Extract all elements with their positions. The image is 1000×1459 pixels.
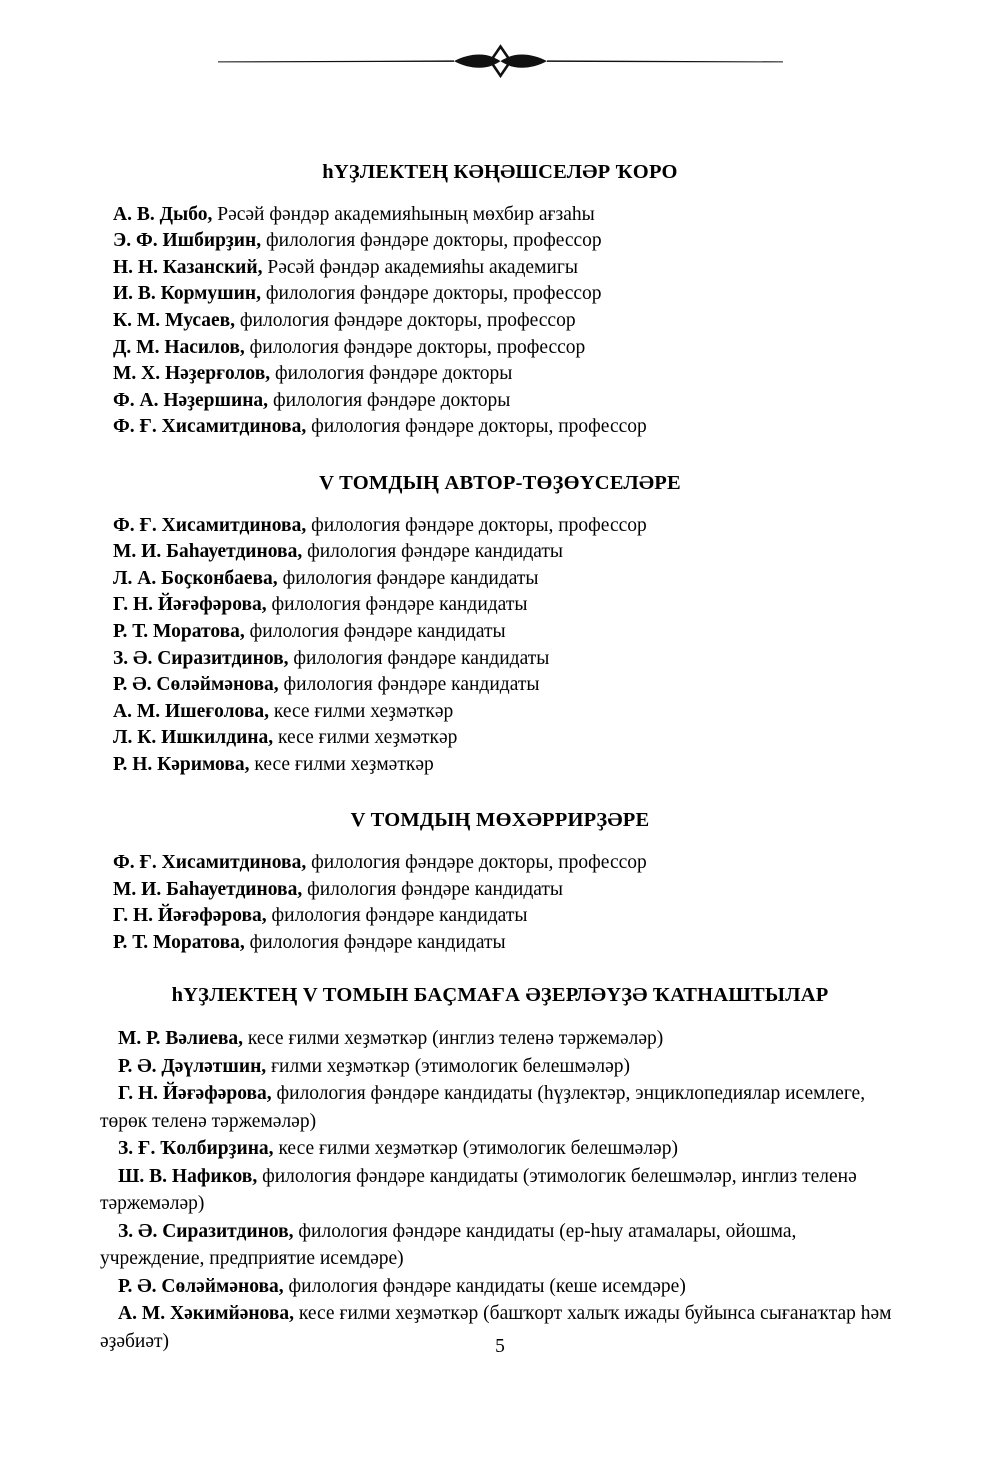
list-item [100, 646, 900, 673]
list-item [100, 592, 900, 619]
list-item [100, 930, 900, 957]
person-name: Э. Ф. Ишбирҙин, [113, 230, 262, 252]
list-item [100, 539, 900, 566]
person-name: Ф. А. Нәҙершина, [113, 389, 269, 411]
person-name: Г. Н. Йәғәфәрова, [118, 1083, 272, 1105]
list-item [100, 308, 900, 335]
list-item [100, 752, 900, 779]
person-title: филология фәндәре кандидаты [266, 594, 528, 616]
person-name: М. И. Баһауетдинова, [113, 541, 303, 563]
person-name: Л. К. Ишкилдина, [113, 727, 274, 749]
person-title: филология фәндәре докторы, профессор [306, 514, 647, 536]
list-item [100, 513, 900, 540]
list-item [100, 877, 900, 904]
list-item [100, 255, 900, 282]
list-item [100, 202, 900, 229]
person-title: филология фәндәре докторы, профессор [260, 283, 602, 305]
person-name: К. М. Мусаев, [113, 309, 236, 331]
volume-authors-list [100, 513, 900, 779]
person-name: Н. Н. Казанский, [113, 256, 263, 278]
person-name: Г. Н. Йәғәфәрова, [113, 594, 267, 616]
list-item [100, 1025, 900, 1053]
section-contributors [100, 983, 900, 1355]
list-item [100, 281, 900, 308]
list-item [100, 903, 900, 930]
list-item [100, 699, 900, 726]
list-item [100, 850, 900, 877]
list-item [100, 725, 900, 752]
person-name: А. М. Ишеғолова, [113, 700, 269, 722]
person-title: филология фәндәре кандидаты [278, 674, 540, 696]
section-volume-authors [100, 471, 900, 779]
section-title: V ТОМДЫҢ МӨХӘРРИРҘӘРЕ [350, 809, 650, 832]
list-item [100, 388, 900, 415]
person-name: Р. Ә. Сөләймәнова, [113, 674, 279, 696]
person-title: филология фәндәре кандидаты [244, 931, 506, 953]
diamond-rule-ornament [218, 44, 783, 78]
person-title: кесе ғилми хеҙмәткәр [268, 700, 454, 722]
advisory-board-list [100, 202, 900, 441]
person-title: филология фәндәре кандидаты (кеше исемдәре) [283, 1275, 686, 1297]
person-title: ғилми хеҙмәткәр (этимологик белешмәләр) [266, 1055, 631, 1077]
person-name: Р. Т. Моратова, [113, 931, 245, 953]
list-item [100, 414, 900, 441]
person-title: филология фәндәре докторы, профессор [235, 309, 576, 331]
list-item [100, 1273, 900, 1301]
person-name: Ф. Ғ. Хисамитдинова, [113, 852, 307, 874]
person-title: Рәсәй фәндәр академияһы академигы [262, 256, 578, 278]
contributors-list [100, 1025, 900, 1355]
person-title: филология фәндәре докторы, профессор [306, 852, 647, 874]
person-title: филология фәндәре докторы, профессор [261, 230, 602, 252]
list-item [100, 335, 900, 362]
section-title: һҮҘЛЕКТЕҢ КӘҢӘШСЕЛӘР ҠОРО [322, 161, 678, 183]
person-title: филология фәндәре кандидаты [302, 541, 564, 563]
person-name: М. Х. Нәҙерғолов, [113, 363, 271, 385]
person-title: филология фәндәре кандидаты [244, 620, 506, 642]
person-name: З. Ғ. Ҡолбирҙина, [118, 1138, 274, 1160]
document-body [100, 160, 900, 1355]
list-item [100, 619, 900, 646]
person-name: Л. А. Боҫконбаева, [113, 567, 278, 589]
person-name: Р. Н. Кәримова, [113, 753, 250, 775]
section-title: һҮҘЛЕКТЕҢ V ТОМЫН БАҪМАҒА ӘҘЕРЛӘҮҘӘ ҠАТНАШТЫЛАР [171, 984, 829, 1007]
list-item [100, 228, 900, 255]
person-name: Д. М. Насилов, [113, 336, 245, 358]
person-title: кесе ғилми хеҙмәткәр (башҡорт халыҡ ижады буйынса сығанаҡтар һәм әҙәбиәт) [100, 1303, 892, 1352]
person-name: М. И. Баһауетдинова, [113, 878, 303, 900]
page-number: 5 [495, 1336, 505, 1357]
person-title: филология фәндәре докторы [270, 363, 513, 385]
person-title: Рәсәй фәндәр академияһының мөхбир ағзаһы [212, 203, 595, 225]
list-item [100, 1080, 900, 1135]
person-title: филология фәндәре кандидаты (һүҙлектәр, энциклопедиялар исемлеге, төрөк теленә тәржемәләр) [100, 1083, 866, 1132]
person-title: филология фәндәре докторы, профессор [244, 336, 586, 358]
person-name: Р. Ә. Сөләймәнова, [118, 1275, 284, 1297]
list-item [100, 672, 900, 699]
person-name: Ф. Ғ. Хисамитдинова, [113, 416, 307, 438]
person-title: кесе ғилми хеҙмәткәр [273, 727, 458, 749]
person-title: кесе ғилми хеҙмәткәр (инглиз теленә тәржемәләр) [243, 1028, 664, 1050]
section-advisory-board [100, 160, 900, 441]
person-name: Ш. В. Нафиков, [118, 1165, 258, 1187]
volume-editors-list [100, 850, 900, 956]
person-title: филология фәндәре кандидаты [288, 647, 550, 669]
person-title: филология фәндәре кандидаты [302, 878, 564, 900]
person-name: А. М. Хәкимйәнова, [118, 1303, 295, 1325]
person-name: Ф. Ғ. Хисамитдинова, [113, 514, 307, 536]
person-name: Р. Т. Моратова, [113, 620, 245, 642]
person-title: филология фәндәре кандидаты [277, 567, 539, 589]
person-title: филология фәндәре докторы, профессор [306, 416, 647, 438]
person-name: З. Ә. Сиразитдинов, [118, 1220, 294, 1242]
person-title: филология фәндәре кандидаты (этимологик белешмәләр, инглиз теленә тәржемәләр) [100, 1165, 857, 1215]
list-item [100, 1135, 900, 1163]
list-item [100, 1218, 900, 1273]
list-item [100, 1163, 900, 1218]
list-item [100, 361, 900, 388]
person-title: кесе ғилми хеҙмәткәр (этимологик белешмәләр) [273, 1138, 678, 1160]
list-item [100, 1053, 900, 1081]
person-name: З. Ә. Сиразитдинов, [113, 647, 289, 669]
list-item [100, 566, 900, 593]
person-name: М. Р. Вәлиева, [118, 1028, 244, 1050]
person-title: филология фәндәре кандидаты [266, 905, 528, 927]
person-title: филология фәндәре докторы [268, 389, 511, 411]
section-title: V ТОМДЫҢ АВТОР-ТӨҘӨҮСЕЛӘРЕ [319, 471, 681, 494]
section-volume-editors [100, 808, 900, 956]
person-name: Р. Ә. Дәүләтшин, [118, 1055, 267, 1077]
person-title: кесе ғилми хеҙмәткәр [249, 753, 434, 775]
person-title: филология фәндәре кандидаты (ер-һыу атамалары, ойошма, учреждение, предприятие исемдәре) [100, 1220, 797, 1270]
person-name: И. В. Кормушин, [113, 283, 261, 305]
person-name: Г. Н. Йәғәфәрова, [113, 905, 267, 927]
person-name: А. В. Дыбо, [113, 203, 213, 225]
